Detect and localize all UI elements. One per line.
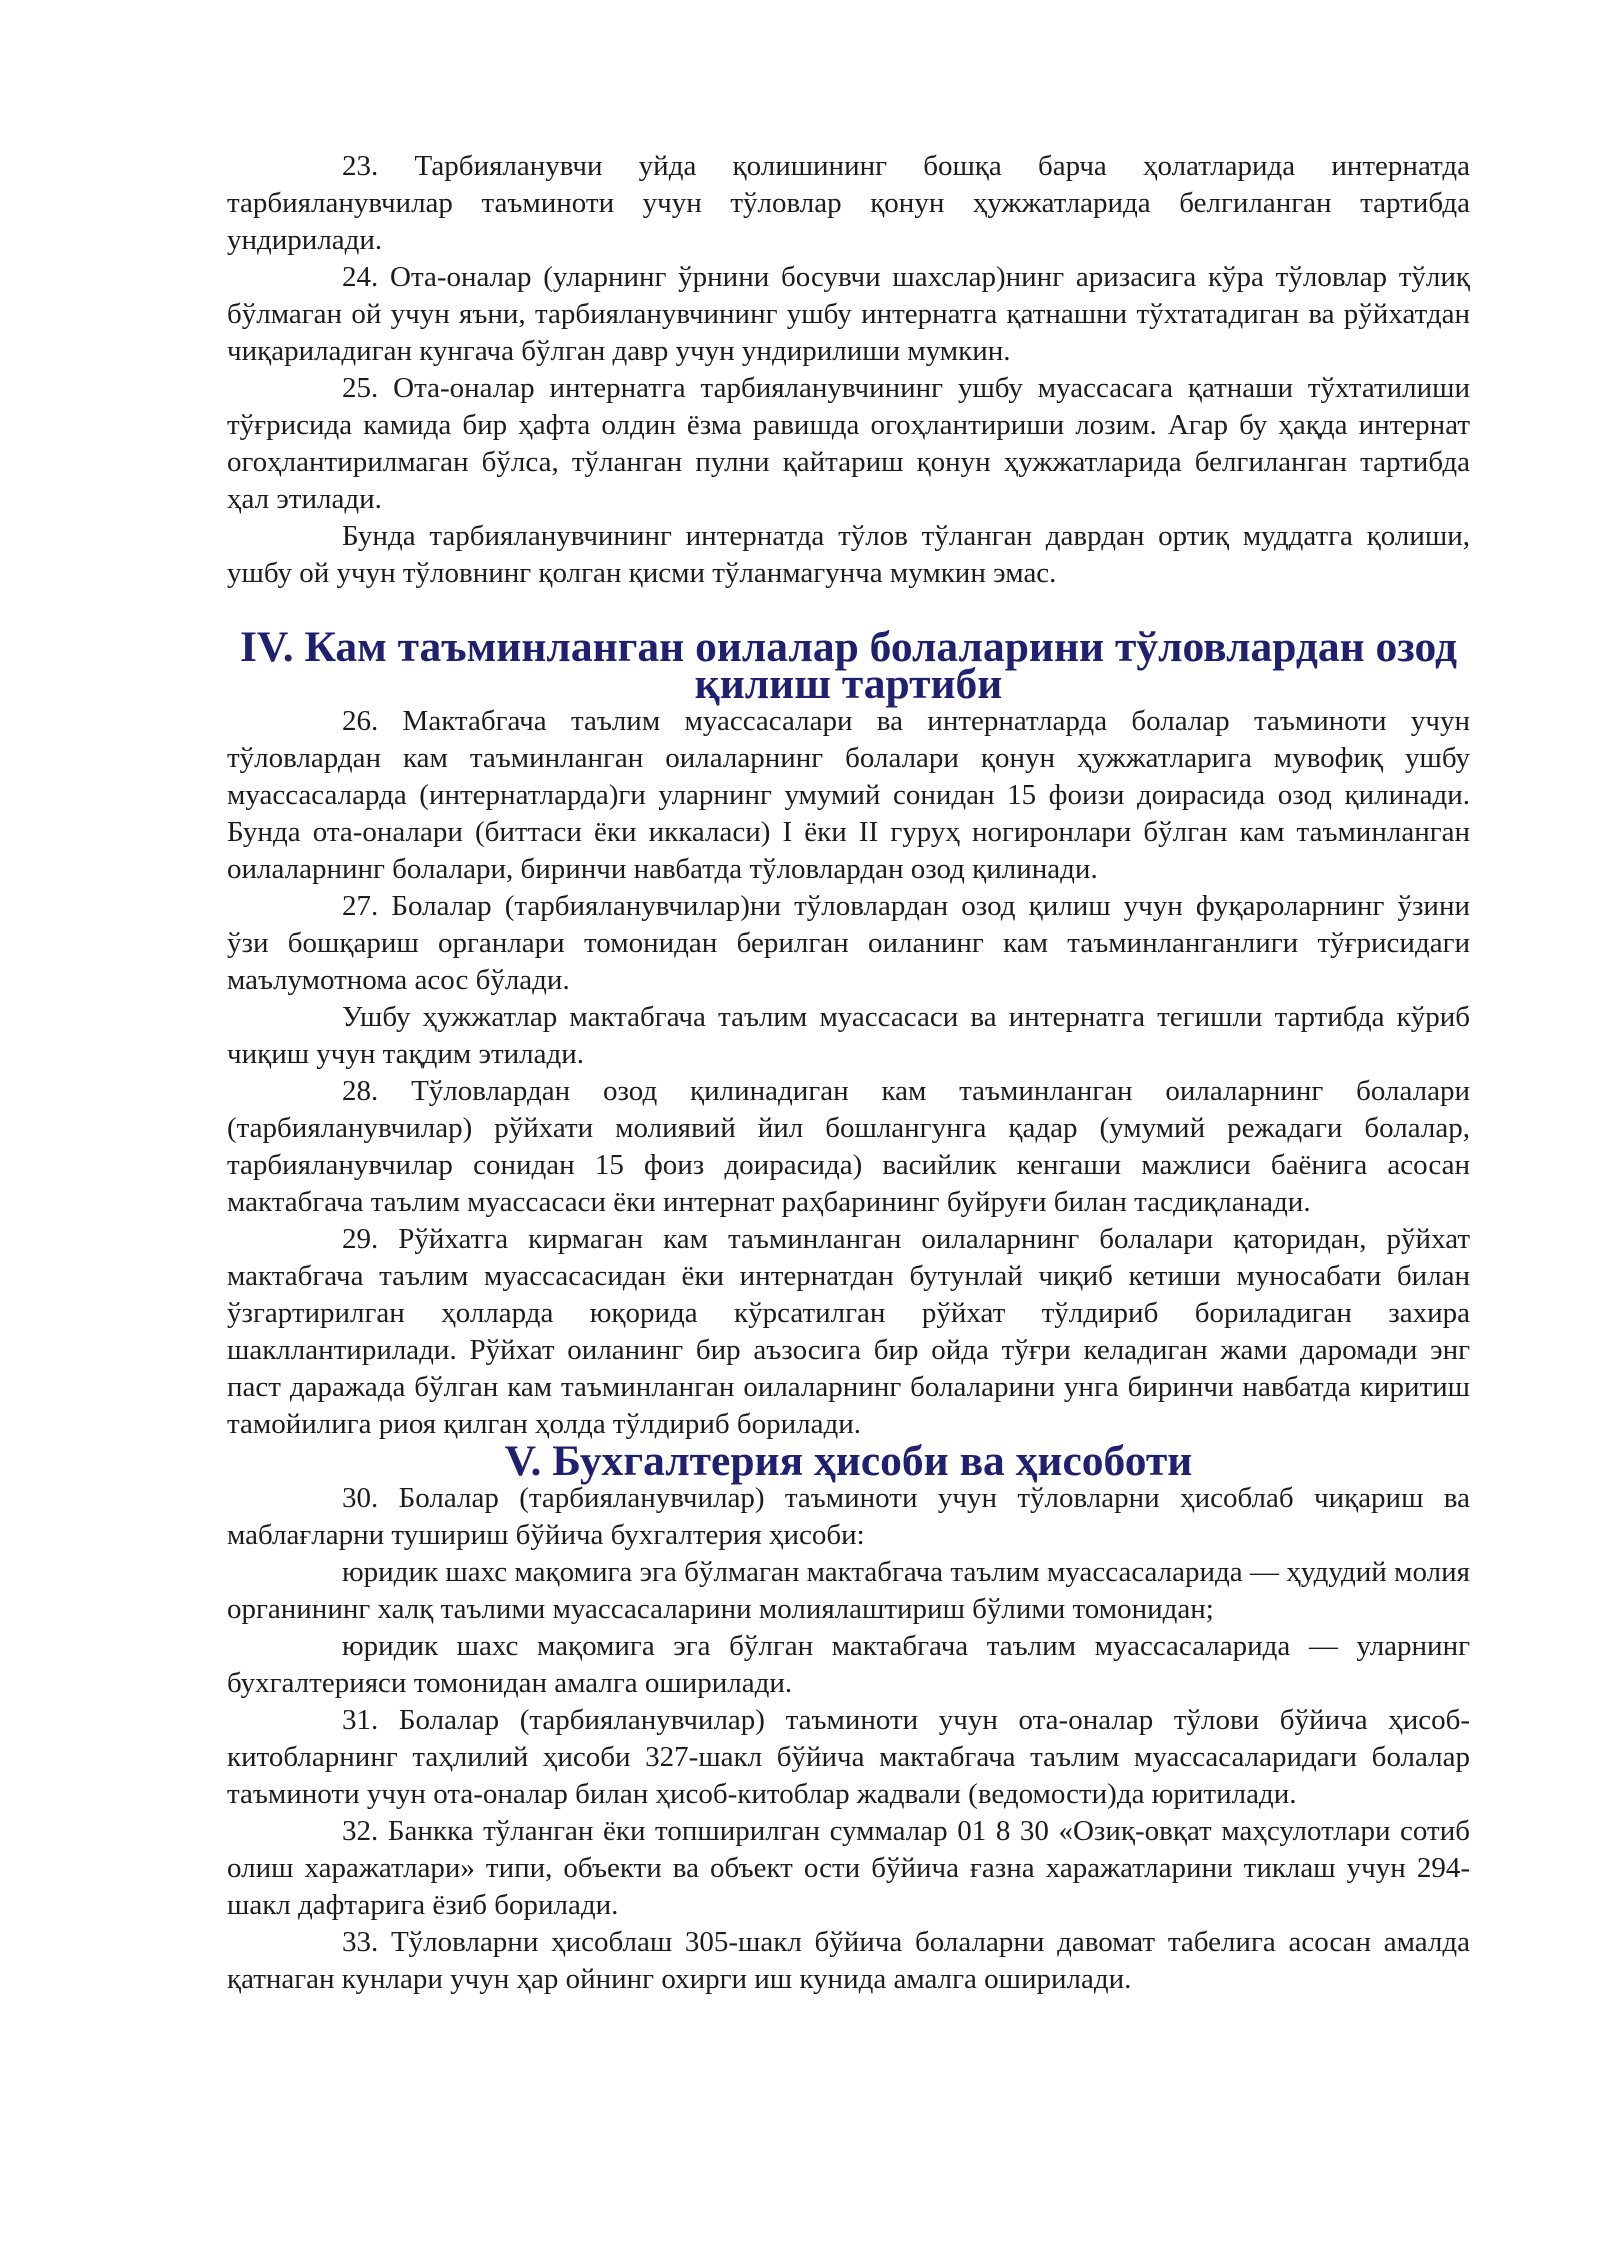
paragraph-25-note: Бунда тарбияланувчининг интернатда тўлов тўланган даврдан ортиқ муддатга қолиши, ушбу ой учун тўловнинг қолган қисми тўланмагунча мумкин эмас. xyxy=(227,520,1470,589)
paragraph-24: 24. Ота-оналар (уларнинг ўрнини босувчи шахслар)нинг аризасига кўра тўловлар тўлиқ бўлмаган ой учун яъни, тарбияланувчининг ушбу интернатга қатнашни тўхтатадиган ва рўйхатдан чиқариладиган кунгача бўлган давр учун ундирилиши мумкин. xyxy=(227,261,1470,367)
paragraph-32: 32. Банкка тўланган ёки топширилган суммалар 01 8 30 «Озиқ-овқат маҳсулотлари сотиб олиш харажатлари» типи, объекти ва объект ости бўйича ғазна харажатларини тиклаш учун 294-шакл дафтарига ёзиб борилади. xyxy=(227,1815,1470,1921)
paragraph-30-item-1: юридик шахс мақомига эга бўлмаган мактабгача таълим муассасаларида — ҳудудий молия органининг халқ таълими муассасаларини молиялаштириш бўлими томонидан; xyxy=(227,1556,1470,1625)
section-iv-heading: IV. Кам таъминланган оилалар болаларини тўловлардан озод қилиш тартиби xyxy=(239,623,1458,708)
paragraph-31: 31. Болалар (тарбияланувчилар) таъминоти учун ота-оналар тўлови бўйича ҳисоб-китобларнинг таҳлилий ҳисоби 327-шакл бўйича мактабгача таълим муассасаларидаги болалар таъминоти учун ота-оналар билан ҳисоб-китоблар жадвали (ведомости)да юритилади. xyxy=(227,1704,1470,1810)
paragraph-28: 28. Тўловлардан озод қилинадиган кам таъминланган оилаларнинг болалари (тарбияланувчилар) рўйхати молиявий йил бошлангунга қадар (умумий режадаги болалар, тарбияланувчилар сонидан 15 фоиз доирасида) васийлик кенгаши мажлиси баёнига асосан мактабгача таълим муассасаси ёки интернат раҳбарининг буйруғи билан тасдиқланади. xyxy=(227,1075,1470,1218)
paragraph-27-note: Ушбу ҳужжатлар мактабгача таълим муассасаси ва интернатга тегишли тартибда кўриб чиқиш учун тақдим этилади. xyxy=(227,1001,1470,1070)
paragraph-25: 25. Ота-оналар интернатга тарбияланувчининг ушбу муассасага қатнаши тўхтатилиши тўғрисида камида бир ҳафта олдин ёзма равишда огоҳлантириши лозим. Агар бу ҳақда интернат огоҳлантирилмаган бўлса, тўланган пулни қайтариш қонун ҳужжатларида белгиланган тартибда ҳал этилади. xyxy=(227,372,1470,515)
paragraph-30: 30. Болалар (тарбияланувчилар) таъминоти учун тўловларни ҳисоблаб чиқариш ва маблағларни тушириш бўйича бухгалтерия ҳисоби: xyxy=(227,1482,1470,1551)
paragraph-23: 23. Тарбияланувчи уйда қолишининг бошқа барча ҳолатларида интернатда тарбияланувчилар таъминоти учун тўловлар қонун ҳужжатларида белгиланган тартибда ундирилади. xyxy=(227,150,1470,256)
paragraph-30-item-2: юридик шахс мақомига эга бўлган мактабгача таълим муассасаларида — уларнинг бухгалтерияси томонидан амалга оширилади. xyxy=(227,1630,1470,1699)
paragraph-33: 33. Тўловларни ҳисоблаш 305-шакл бўйича болаларни давомат табелига асосан амалда қатнаган кунлари учун ҳар ойнинг охирги иш кунида амалга оширилади. xyxy=(227,1926,1470,1995)
paragraph-27: 27. Болалар (тарбияланувчилар)ни тўловлардан озод қилиш учун фуқароларнинг ўзини ўзи бошқариш органлари томонидан берилган оиланинг кам таъминланганлиги тўғрисидаги маълумотнома асос бўлади. xyxy=(227,890,1470,996)
section-v-heading: V. Бухгалтерия ҳисоби ва ҳисоботи xyxy=(504,1437,1193,1485)
paragraph-26: 26. Мактабгача таълим муассасалари ва интернатларда болалар таъминоти учун тўловлардан кам таъминланган оилаларнинг болалари қонун ҳужжатларига мувофиқ ушбу муассасаларда (интернатларда)ги уларнинг умумий сонидан 15 фоизи доирасида озод қилинади. Бунда ота-оналари (биттаси ёки иккаласи) I ёки II гуруҳ ногиронлари бўлган кам таъминланган оилаларнинг болалари, биринчи навбатда тўловлардан озод қилинади. xyxy=(227,705,1470,885)
document-page xyxy=(227,148,1470,1998)
paragraph-29: 29. Рўйхатга кирмаган кам таъминланган оилаларнинг болалари қаторидан, рўйхат мактабгача таълим муассасасидан ёки интернатдан бутунлай чиқиб кетиши муносабати билан ўзгартирилган ҳолларда юқорида кўрсатилган рўйхат тўлдириб бориладиган захира шакллантирилади. Рўйхат оиланинг бир аъзосига бир ойда тўғри келадиган жами даромади энг паст даражада бўлган кам таъминланган оилаларнинг болаларини унга биринчи навбатда киритиш тамойилига риоя қилган ҳолда тўлдириб борилади. xyxy=(227,1223,1470,1440)
